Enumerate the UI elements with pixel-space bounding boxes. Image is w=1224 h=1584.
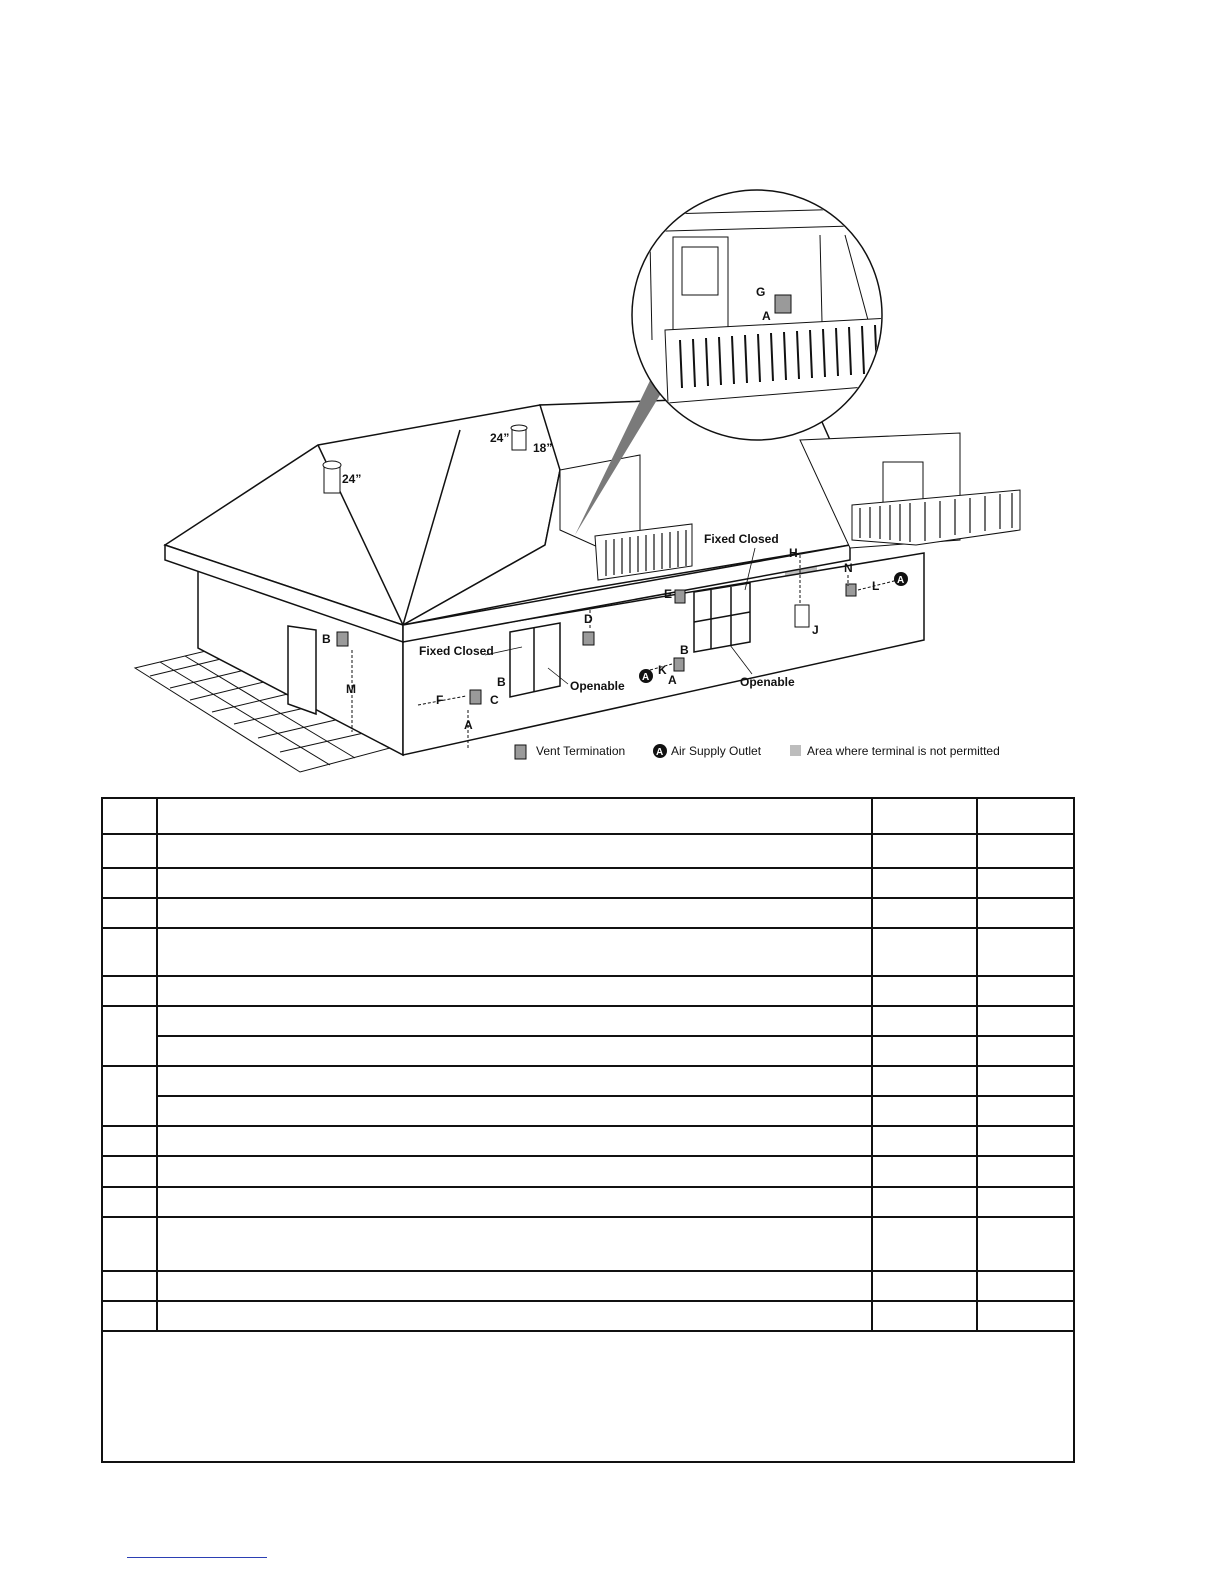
letter-n: N <box>844 561 853 575</box>
letter-d: D <box>584 612 593 626</box>
legend-not-permitted: Area where terminal is not permitted <box>807 744 1000 758</box>
table-rule <box>103 1125 1073 1127</box>
table-col-rule <box>871 799 873 1330</box>
letter-e: E <box>664 587 673 601</box>
letter-c: C <box>490 693 499 707</box>
label-fixed-closed-left: Fixed Closed <box>419 644 494 658</box>
table-rule <box>103 1216 1073 1218</box>
letter-g: G <box>756 285 766 299</box>
table-rule <box>103 867 1073 869</box>
letter-a-window: A <box>668 673 677 687</box>
letter-f: F <box>436 693 444 707</box>
letter-a-bottom: A <box>464 718 473 732</box>
label-openable-left: Openable <box>570 679 625 693</box>
legend-air-supply-symbol: A <box>656 747 664 758</box>
label-openable-right: Openable <box>740 675 795 689</box>
table-rule <box>103 1330 1073 1332</box>
table-col-rule <box>976 799 978 1330</box>
table-rule <box>103 1005 1073 1007</box>
label-fixed-closed-right: Fixed Closed <box>704 532 779 546</box>
exhaust-box-j <box>795 605 809 627</box>
legend-air-supply-outlet: Air Supply Outlet <box>671 744 762 758</box>
label-dim-roof-top: 24” <box>490 431 510 445</box>
letter-b-window-left: B <box>497 675 506 689</box>
letter-b-window-right: B <box>680 643 689 657</box>
letter-b-door: B <box>322 632 331 646</box>
table-rule <box>103 833 1073 835</box>
label-dim-roof-side: 18” <box>533 441 553 455</box>
legend-vent-termination: Vent Termination <box>536 744 626 758</box>
letter-m: M <box>346 682 356 696</box>
letter-l: L <box>872 579 880 593</box>
footer-link-underline <box>127 1557 267 1558</box>
table-rule <box>103 1270 1073 1272</box>
table-rule <box>103 897 1073 899</box>
air-supply-symbol-right: A <box>897 575 905 586</box>
air-supply-symbol-left: A <box>642 672 650 683</box>
vent-termination-icon <box>515 745 526 759</box>
label-dim-roof-left: 24” <box>342 472 362 486</box>
not-permitted-swatch <box>790 745 801 756</box>
table-rule <box>157 1035 1073 1037</box>
legend <box>515 744 1000 759</box>
table-rule <box>103 927 1073 929</box>
letter-k: K <box>658 663 667 677</box>
letter-j: J <box>812 623 819 637</box>
letter-h: H <box>789 546 798 560</box>
table-col-rule <box>156 799 158 1330</box>
clearance-table <box>101 797 1075 1463</box>
vent-clearance-diagram <box>0 0 1224 780</box>
table-rule <box>103 1065 1073 1067</box>
table-rule <box>103 1300 1073 1302</box>
table-rule <box>103 1186 1073 1188</box>
table-rule <box>157 1095 1073 1097</box>
letter-a-magnifier: A <box>762 309 771 323</box>
table-rule <box>103 975 1073 977</box>
table-rule <box>103 1155 1073 1157</box>
